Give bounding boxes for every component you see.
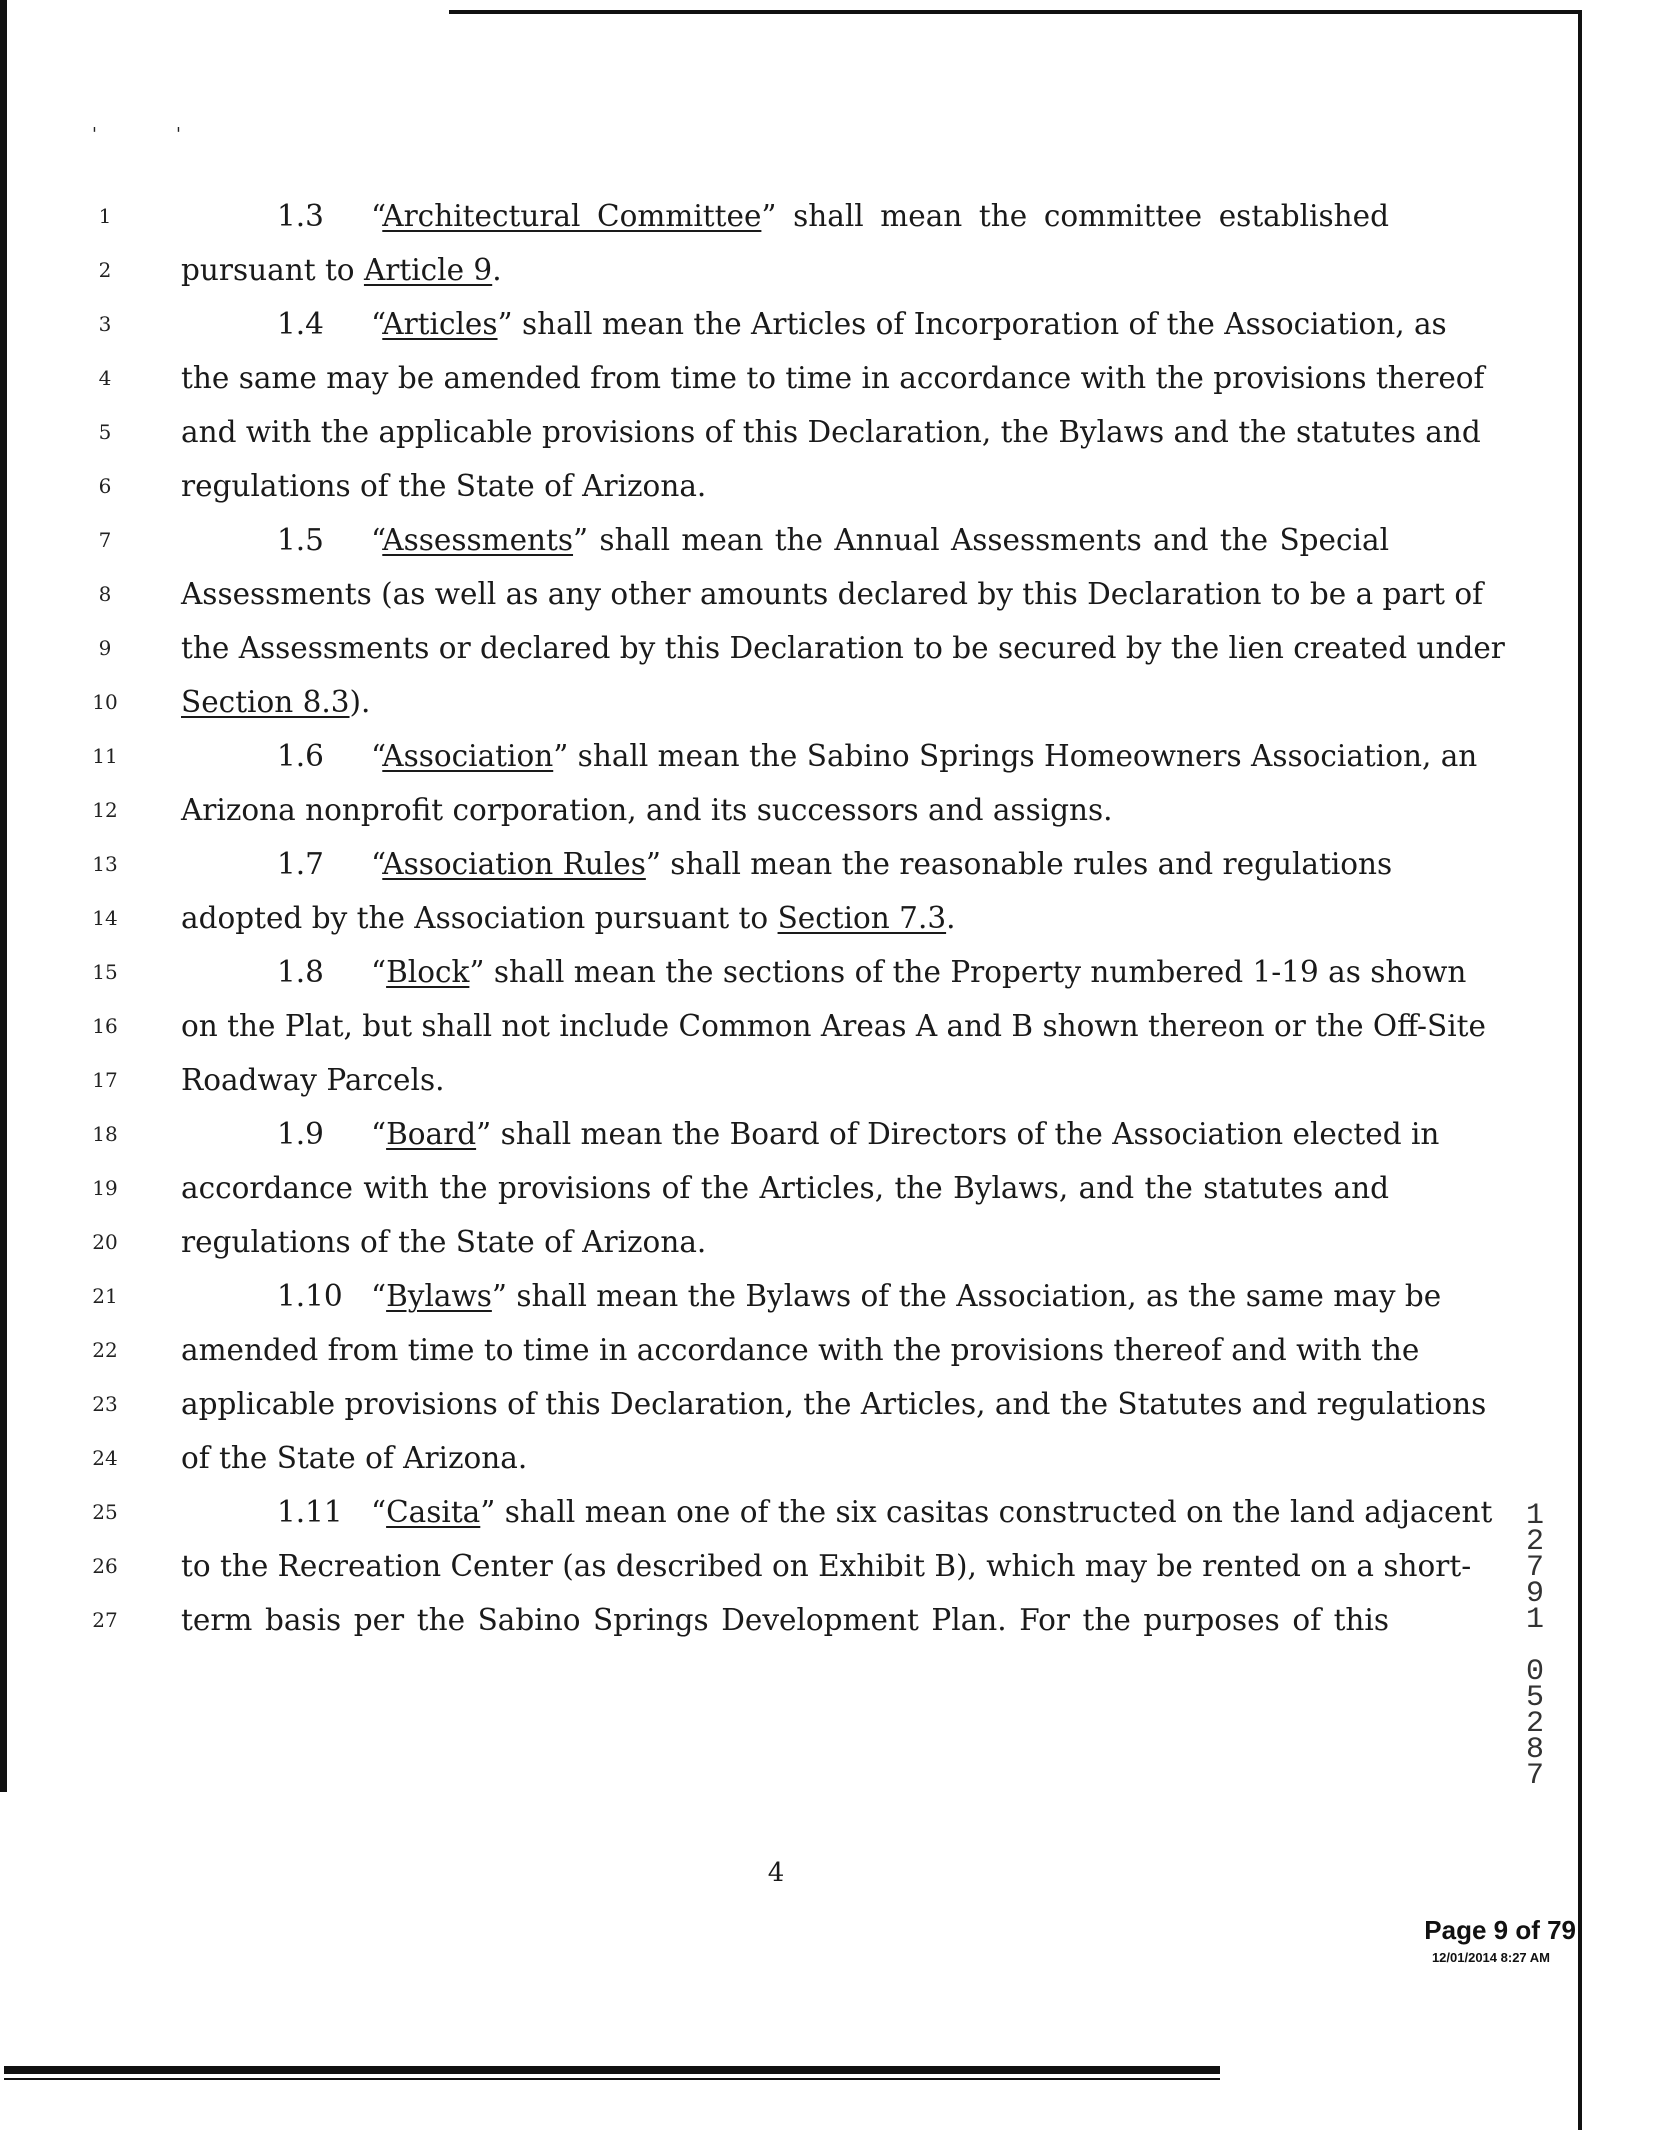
line-number: 21	[92, 1284, 118, 1308]
recording-stamp-top	[1518, 1499, 1552, 1637]
defined-term: Association	[382, 739, 554, 773]
section-number: 1.7	[277, 847, 324, 881]
line-text: “	[371, 955, 387, 989]
document-line	[181, 1224, 1389, 1260]
left-margin-bar	[0, 0, 7, 1792]
cross-reference: Section 7.3	[777, 901, 947, 935]
line-text: the same may be amended from time to time in accordance with the provisions thereof	[181, 361, 1485, 395]
line-text: “	[371, 523, 383, 557]
page-of-total: Page 9 of 79	[1424, 1915, 1576, 1945]
line-text: “	[371, 307, 383, 341]
line-text: ” shall mean one of the six casitas constructed on the land adjacent	[480, 1495, 1493, 1529]
line-text: Arizona nonprofit corporation, and its successors and assigns.	[181, 793, 1113, 827]
line-text: regulations of the State of Arizona.	[181, 469, 707, 503]
line-number: 14	[92, 906, 118, 930]
line-text: “	[371, 1279, 387, 1313]
line-text: applicable provisions of this Declaration, the Articles, and the Statutes and regulations	[181, 1387, 1487, 1421]
line-text: ” shall mean the Annual Assessments and the Special	[573, 523, 1389, 557]
line-text: amended from time to time in accordance with the provisions thereof and with the	[181, 1333, 1420, 1367]
document-line	[181, 1332, 1420, 1368]
defined-term: Articles	[382, 307, 498, 341]
recording-stamp-bottom	[1518, 1655, 1552, 1793]
page-timestamp: 12/01/2014 8:27 AM	[1431, 1950, 1550, 1965]
line-number: 27	[92, 1608, 118, 1632]
line-text: of the State of Arizona.	[181, 1441, 528, 1475]
line-number: 25	[92, 1500, 118, 1524]
section-number: 1.10	[277, 1279, 343, 1313]
line-text: regulations of the State of Arizona.	[181, 1225, 707, 1259]
line-text: term basis per the Sabino Springs Development Plan. For the purposes of this	[181, 1603, 1389, 1637]
bottom-rule-thin	[4, 2078, 1220, 2080]
line-text: .	[946, 901, 956, 935]
scan-speck: '	[92, 124, 97, 145]
line-number: 20	[92, 1230, 118, 1254]
bottom-rule	[4, 2066, 1220, 2074]
line-number: 18	[92, 1122, 118, 1146]
line-number: 26	[92, 1554, 118, 1578]
section-number: 1.6	[277, 739, 324, 773]
stamp-digit: 2	[1525, 1707, 1544, 1741]
document-line	[277, 846, 1393, 882]
stamp-digit: 8	[1525, 1733, 1544, 1767]
document-line	[181, 360, 1485, 396]
line-number: 15	[92, 960, 118, 984]
document-line	[181, 252, 1389, 288]
document-line	[181, 468, 1389, 504]
line-text: ” shall mean the committee established	[761, 199, 1389, 233]
line-text: ” shall mean the Articles of Incorporation of the Association, as	[497, 307, 1447, 341]
line-text: adopted by the Association pursuant to	[181, 901, 778, 935]
defined-term: Casita	[386, 1495, 481, 1529]
document-line	[277, 198, 1389, 234]
line-text: “	[371, 739, 383, 773]
document-line	[277, 1278, 1442, 1314]
section-number: 1.11	[277, 1495, 343, 1529]
document-line	[277, 1116, 1440, 1152]
stamp-digit: 0	[1525, 1655, 1544, 1689]
page-number: 4	[767, 1858, 785, 1888]
line-text: ” shall mean the Bylaws of the Association, as the same may be	[491, 1279, 1442, 1313]
document-line	[181, 1170, 1389, 1206]
document-line	[181, 900, 1389, 936]
line-number: 23	[92, 1392, 118, 1416]
document-line	[277, 738, 1478, 774]
defined-term: Association Rules	[382, 847, 646, 881]
document-line	[181, 576, 1484, 612]
line-number: 17	[92, 1068, 118, 1092]
line-number: 24	[92, 1446, 118, 1470]
stamp-digit: 1	[1525, 1499, 1544, 1533]
line-text: pursuant to	[181, 253, 364, 287]
document-line	[181, 1062, 1389, 1098]
line-number: 7	[98, 528, 112, 552]
scan-speck: '	[176, 124, 181, 145]
line-number: 19	[92, 1176, 118, 1200]
line-text: the Assessments or declared by this Declaration to be secured by the lien created under	[181, 631, 1505, 665]
stamp-digit: 7	[1525, 1759, 1544, 1793]
section-number: 1.4	[277, 307, 324, 341]
stamp-digit: 2	[1525, 1525, 1544, 1559]
document-line	[181, 1548, 1472, 1584]
line-text: to the Recreation Center (as described on Exhibit B), which may be rented on a short-	[181, 1549, 1472, 1583]
line-text: ” shall mean the sections of the Property numbered 1-19 as shown	[469, 955, 1467, 989]
stamp-digit: 5	[1525, 1681, 1544, 1715]
line-text: ).	[349, 685, 371, 719]
line-text: Roadway Parcels.	[181, 1063, 445, 1097]
line-number: 12	[92, 798, 118, 822]
defined-term: Bylaws	[386, 1279, 492, 1313]
line-number: 2	[98, 258, 112, 282]
line-text: “	[371, 199, 383, 233]
top-rule	[449, 10, 1582, 14]
document-line	[277, 522, 1389, 558]
stamp-digit: 9	[1525, 1577, 1544, 1611]
document-line	[181, 792, 1389, 828]
section-number: 1.8	[277, 955, 324, 989]
line-number: 3	[98, 312, 112, 336]
section-number: 1.9	[277, 1117, 324, 1151]
document-line	[181, 1008, 1486, 1044]
line-text: .	[492, 253, 502, 287]
document-line	[277, 306, 1447, 342]
cross-reference: Article 9	[363, 253, 493, 287]
document-line	[181, 414, 1481, 450]
line-number: 4	[98, 366, 112, 390]
line-number: 9	[98, 636, 112, 660]
document-line	[277, 954, 1467, 990]
section-number: 1.3	[277, 199, 324, 233]
line-text: on the Plat, but shall not include Common Areas A and B shown thereon or the Off-Site	[181, 1009, 1486, 1043]
line-number: 6	[98, 474, 112, 498]
line-number: 13	[92, 852, 118, 876]
line-text: ” shall mean the reasonable rules and regulations	[645, 847, 1393, 881]
line-number: 8	[98, 582, 112, 606]
line-text: Assessments (as well as any other amounts declared by this Declaration to be a part of	[181, 577, 1484, 611]
line-number: 5	[98, 420, 112, 444]
line-number: 16	[92, 1014, 118, 1038]
document-line	[181, 630, 1505, 666]
line-text: accordance with the provisions of the Articles, the Bylaws, and the statutes and	[181, 1171, 1389, 1205]
line-number: 1	[98, 204, 112, 228]
document-line	[277, 1494, 1493, 1530]
document-line	[181, 684, 1389, 720]
line-text: “	[371, 847, 383, 881]
defined-term: Assessments	[382, 523, 574, 557]
document-line	[181, 1386, 1487, 1422]
line-text: and with the applicable provisions of this Declaration, the Bylaws and the statutes and	[181, 415, 1481, 449]
line-text: ” shall mean the Sabino Springs Homeowners Association, an	[553, 739, 1478, 773]
line-text: “	[371, 1495, 387, 1529]
document-line	[181, 1602, 1389, 1638]
stamp-digit: 1	[1525, 1603, 1544, 1637]
recording-stamp	[1518, 1499, 1552, 1793]
line-text: ” shall mean the Board of Directors of the Association elected in	[476, 1117, 1440, 1151]
section-number: 1.5	[277, 523, 324, 557]
defined-term: Architectural Committee	[382, 199, 762, 233]
line-number: 11	[92, 744, 118, 768]
right-margin-bar	[1578, 10, 1582, 2130]
stamp-digit: 7	[1525, 1551, 1544, 1585]
defined-term: Block	[386, 955, 470, 989]
line-number: 10	[92, 690, 118, 714]
line-number: 22	[92, 1338, 118, 1362]
cross-reference: Section 8.3	[181, 685, 350, 719]
document-line	[181, 1440, 1389, 1476]
line-text: “	[371, 1117, 387, 1151]
defined-term: Board	[386, 1117, 477, 1151]
